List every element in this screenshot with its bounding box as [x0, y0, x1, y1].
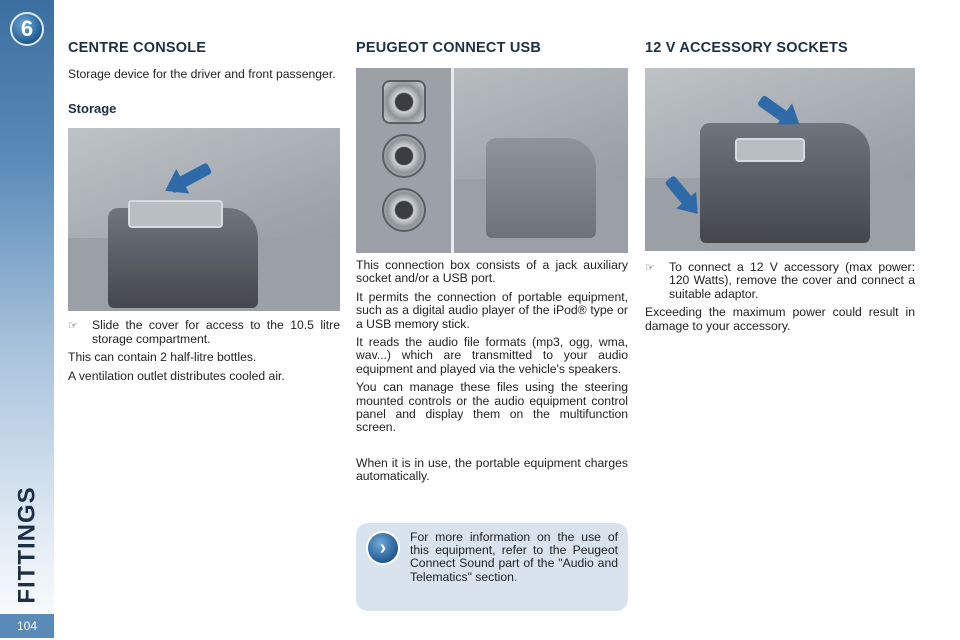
sockets-bullet — [645, 261, 915, 306]
sockets-photo — [645, 68, 915, 251]
usb-title: PEUGEOT CONNECT USB — [356, 40, 542, 56]
storage-heading: Storage — [68, 101, 117, 117]
connection-box-shape — [486, 138, 596, 238]
usb-section — [356, 40, 628, 489]
page-number: 104 — [0, 614, 54, 638]
storage-bullet-text: Slide the cover for access to the 10.5 litre storage compartment. — [92, 318, 340, 346]
storage-bullet — [68, 319, 340, 351]
storage-cover — [128, 200, 223, 228]
bottles-text: This can contain 2 half-litre bottles. — [68, 350, 257, 365]
usb-para-5: When it is in use, the portable equipment charges automatically. — [356, 455, 628, 484]
info-box-text: For more information on the use of this equipment, refer to the Peugeot Connect Sound part of the "Audio and Telematics" section. — [410, 530, 618, 584]
usb-para-3: It reads the audio file formats (mp3, ogg, wma, wav...) which are transmitted to your audio equipment and played via the vehicle's speakers. — [356, 335, 628, 376]
chapter-number-badge: 6 — [10, 12, 44, 46]
centre-console-intro: Storage device for the driver and front passenger. — [68, 67, 336, 81]
port-detail-panel — [356, 68, 454, 253]
sockets-section — [645, 40, 915, 338]
centre-console-section — [68, 40, 340, 388]
ventilation-text: A ventilation outlet distributes cooled air. — [68, 368, 285, 383]
hand-pointer-icon: ☞ — [68, 320, 78, 333]
usb-para-4: You can manage these files using the steering mounted controls or the audio equipment control panel and display them on the multifunction screen. — [356, 380, 628, 435]
info-box — [356, 523, 628, 611]
usb-para-2: It permits the connection of portable equipment, such as a digital audio player of the iPod® type or a USB memory stick. — [356, 289, 628, 331]
chapter-title — [8, 486, 48, 604]
usb-para-1: This connection box consists of a jack auxiliary socket and/or a USB port. — [356, 258, 628, 286]
chapter-title-text: FITTINGS — [14, 486, 42, 604]
chevron-right-icon: › — [366, 531, 400, 565]
usb-port-icon — [382, 80, 426, 124]
sockets-bullet-text: To connect a 12 V accessory (max power: 120 Watts), remove the cover and connect a suitable adaptor. — [669, 260, 915, 301]
sockets-title: 12 V ACCESSORY SOCKETS — [645, 40, 848, 56]
storage-compartment-photo — [68, 128, 340, 311]
centre-console-title: CENTRE CONSOLE — [68, 40, 207, 56]
usb-box-photo — [356, 68, 628, 253]
console-lid — [735, 138, 805, 162]
chapter-sidebar — [0, 0, 54, 640]
sockets-warning-text: Exceeding the maximum power could result in damage to your accessory. — [645, 305, 915, 333]
hand-pointer-icon: ☞ — [645, 262, 655, 274]
usb-jack-combo-icon — [382, 188, 426, 232]
jack-socket-icon — [382, 134, 426, 178]
